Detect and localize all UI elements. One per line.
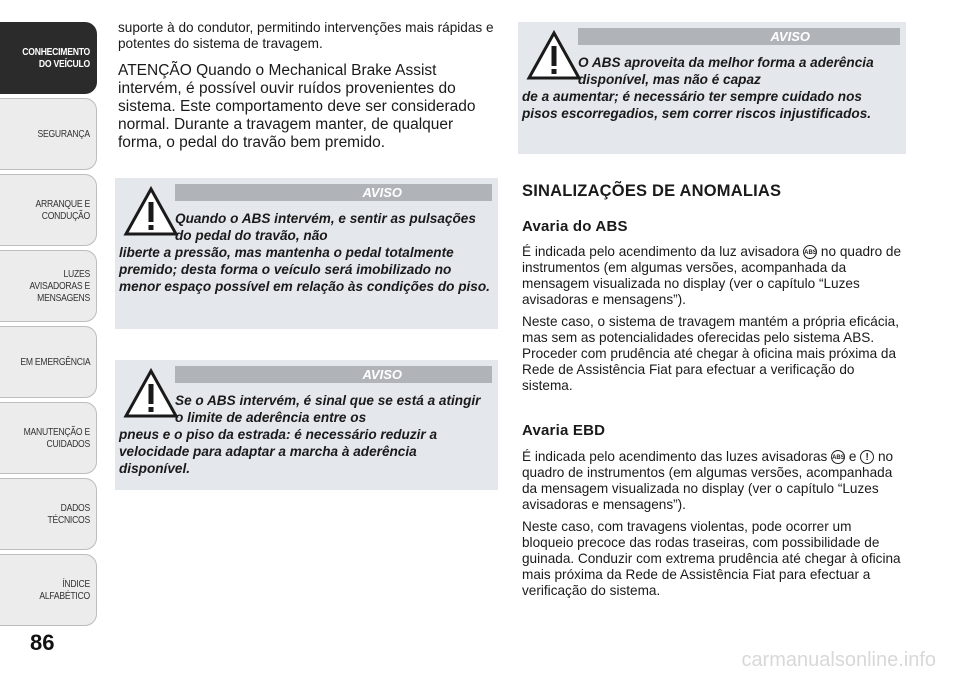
tab-label: ÍNDICE ALFABÉTICO xyxy=(39,578,90,602)
tab-label: SEGURANÇA xyxy=(37,128,90,140)
warning-text xyxy=(119,210,491,295)
warning-first-lines: Quando o ABS intervém, e sentir as pulsações do pedal do travão, não xyxy=(175,211,476,243)
ebd-text xyxy=(522,449,906,605)
watermark: carmanualsonline.info xyxy=(741,649,936,671)
warning-box xyxy=(518,22,906,154)
warning-box xyxy=(115,178,498,329)
text-span: no quadro de instrumentos (em algumas versões, acompanhada da mensagem visualizada no display (ver o capítulo “Luzes avisadoras e mensagens”). xyxy=(522,449,894,512)
warning-title: AVISO xyxy=(175,366,492,383)
brake-warning-light-icon: ! xyxy=(860,450,874,464)
warning-rest: de a aumentar; é necessário ter sempre cuidado nos pisos escorregadios, sem correr riscos injustificados. xyxy=(522,89,872,121)
subsection-title-ebd: Avaria EBD xyxy=(522,422,606,439)
tab-luzes[interactable] xyxy=(0,250,97,322)
page-number: 86 xyxy=(30,630,55,655)
paragraph xyxy=(522,449,906,513)
tab-emergencia[interactable] xyxy=(0,326,97,398)
text-span: no quadro de instrumentos (em algumas versões, acompanhada da mensagem visualizada no display (ver o capítulo “Luzes avisadoras e mensagens”). xyxy=(522,244,902,307)
text-span: É indicada pelo acendimento da luz avisadora xyxy=(522,244,800,259)
tab-label: EM EMERGÊNCIA xyxy=(19,356,90,368)
section-title: SINALIZAÇÕES DE ANOMALIAS xyxy=(522,182,782,200)
abs-text xyxy=(522,244,906,400)
warning-first-lines: O ABS aproveita da melhor forma a aderência disponível, mas não é capaz xyxy=(578,55,874,87)
paragraph xyxy=(522,244,906,308)
tab-label: LUZES AVISADORAS E MENSAGENS xyxy=(29,268,90,304)
tab-conhecimento[interactable] xyxy=(0,22,97,94)
paragraph: suporte à do condutor, permitindo intervenções mais rápidas e potentes do sistema de travagem. xyxy=(118,20,494,51)
warning-text xyxy=(522,54,900,122)
tab-arranque[interactable] xyxy=(0,174,97,246)
left-column xyxy=(118,20,498,158)
tab-label: ARRANQUE E CONDUÇÃO xyxy=(35,198,90,222)
tab-indice[interactable] xyxy=(0,554,97,626)
tab-label: CONHECIMENTO DO VEÍCULO xyxy=(22,46,90,70)
warning-rest: pneus e o piso da estrada: é necessário reduzir a velocidade para adaptar a marcha à aderência disponível. xyxy=(119,427,438,476)
paragraph: Neste caso, com travagens violentas, pode ocorrer um bloqueio precoce das rodas traseiras, com possibilidade de guinada. Conduzir com extrema prudência até chegar à oficina mais próxima da Rede de Assistência Fiat para efectuar a verificação do sistema. xyxy=(522,519,901,598)
paragraph: Neste caso, o sistema de travagem mantém a própria eficácia, mas sem as potencialidades oferecidas pelo sistema ABS. Proceder com prudência até chegar à oficina mais próxima da Rede de Assistência Fiat para efectuar a verificação do sistema. xyxy=(522,314,900,393)
subsection-title-abs: Avaria do ABS xyxy=(522,218,628,235)
tab-label: DADOS TÉCNICOS xyxy=(47,502,90,526)
warning-title: AVISO xyxy=(175,184,492,201)
abs-warning-light-icon: ABS xyxy=(803,245,817,259)
text-span: É indicada pelo acendimento das luzes avisadoras xyxy=(522,449,828,464)
warning-title: AVISO xyxy=(578,28,900,45)
tab-dados[interactable] xyxy=(0,478,97,550)
paragraph-attention: ATENÇÃO Quando o Mechanical Brake Assist intervém, é possível ouvir ruídos provenientes do sistema. Este comportamento deve ser considerado normal. Durante a travagem manter, de qualquer forma, o pedal do travão bem premido. xyxy=(118,62,476,151)
tab-label: MANUTENÇÃO E CUIDADOS xyxy=(23,426,90,450)
tab-manutencao[interactable] xyxy=(0,402,97,474)
tab-seguranca[interactable] xyxy=(0,98,97,170)
abs-warning-light-icon: ABS xyxy=(831,450,845,464)
warning-first-lines: Se o ABS intervém, é sinal que se está a atingir o limite de aderência entre os xyxy=(175,393,481,425)
warning-box xyxy=(115,360,498,490)
warning-rest: liberte a pressão, mas mantenha o pedal totalmente premido; desta forma o veículo será imobilizado no menor espaço possível em relação às condições do piso. xyxy=(119,245,490,294)
text-span: e xyxy=(848,449,857,464)
warning-text xyxy=(119,392,491,477)
